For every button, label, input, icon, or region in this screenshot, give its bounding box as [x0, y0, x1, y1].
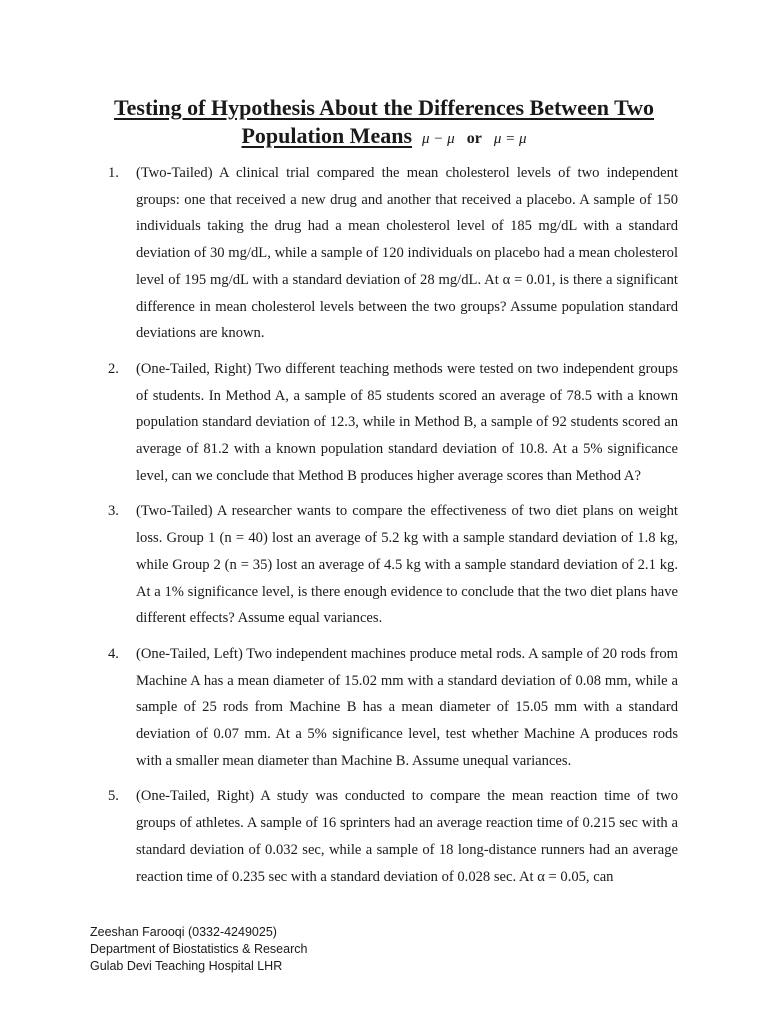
- question-item: [108, 641, 678, 775]
- footer-department: Department of Biostatistics & Research: [90, 942, 308, 956]
- title-or: or: [466, 130, 482, 147]
- title-formula-equal: μ = μ: [493, 131, 527, 147]
- page-footer: [90, 924, 307, 975]
- question-text: (Two-Tailed) A clinical trial compared the mean cholesterol levels of two independent groups: one that received a new drug and another that received a placebo. A sample of 150 individuals taking the drug had a mean cholesterol level of 185 mg/dL with a standard deviation of 30 mg/dL, while a sample of 120 individuals on placebo had a mean cholesterol level of 195 mg/dL with a standard deviation of 28 mg/dL. At α = 0.01, is there a significant difference in mean cholesterol levels between the two groups? Assume population standard deviations are known.: [136, 165, 678, 342]
- question-item: [108, 783, 678, 890]
- question-text: (One-Tailed, Right) A study was conducted to compare the mean reaction time of two groups of athletes. A sample of 16 sprinters had an average reaction time of 0.215 sec with a standard deviation of 0.032 sec, while a sample of 18 long-distance runners had an average reaction time of 0.235 sec with a standard deviation of 0.028 sec. At α = 0.05, can: [136, 788, 678, 885]
- question-number: 1.: [108, 165, 119, 181]
- question-text: (Two-Tailed) A researcher wants to compare the effectiveness of two diet plans on weight loss. Group 1 (n = 40) lost an average of 5.2 kg with a sample standard deviation of 1.8 kg, while Group 2 (n = 35) lost an average of 4.5 kg with a sample standard deviation of 2.1 kg. At a 1% significance level, is there enough evidence to conclude that the two diet plans have different effects? Assume equal variances.: [136, 503, 678, 627]
- question-text: (One-Tailed, Right) Two different teaching methods were tested on two independent groups of students. In Method A, a sample of 85 students scored an average of 78.5 with a known population standard deviation of 12.3, while in Method B, a sample of 92 students scored an average of 81.2 with a known population standard deviation of 10.8. At a 5% significance level, can we conclude that Method B produces higher average scores than Method A?: [136, 360, 678, 484]
- question-number: 5.: [108, 788, 119, 805]
- question-text: (One-Tailed, Left) Two independent machines produce metal rods. A sample of 20 rods from Machine A has a mean diameter of 15.02 mm with a standard deviation of 0.08 mm, while a sample of 25 rods from Machine B has a mean diameter of 15.05 mm with a standard deviation of 0.07 mm. At a 5% significance level, test whether Machine A produces rods with a smaller mean diameter than Machine B. Assume unequal variances.: [136, 645, 678, 769]
- question-number: 3.: [108, 503, 119, 520]
- footer-institution: Gulab Devi Teaching Hospital LHR: [90, 959, 283, 973]
- question-item: [108, 498, 678, 632]
- question-list: [108, 160, 678, 899]
- question-number: 2.: [108, 360, 119, 377]
- footer-author: Zeeshan Farooqi (0332-4249025): [90, 925, 277, 939]
- title-formula-difference: μ − μ: [422, 131, 455, 147]
- question-item: [108, 160, 678, 347]
- page-title: [90, 94, 678, 122]
- title-line-1: Testing of Hypothesis About the Differences Between Two: [113, 95, 654, 120]
- question-number: 4.: [108, 645, 119, 662]
- page-title-continued: [90, 122, 678, 153]
- question-item: [108, 356, 678, 490]
- title-line-2: Population Means: [241, 123, 413, 148]
